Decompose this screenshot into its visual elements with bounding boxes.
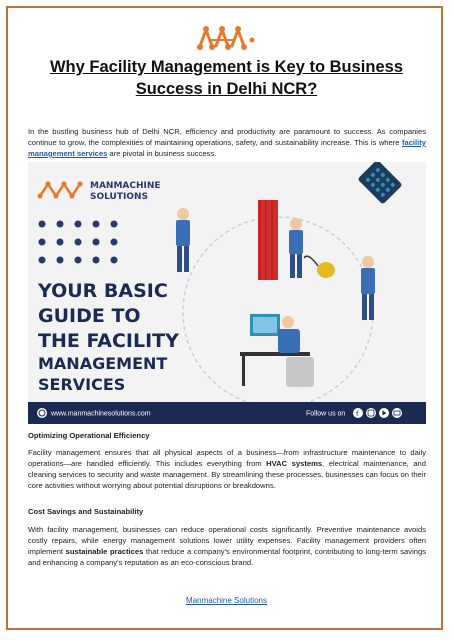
banner-website: www.manmachinesolutions.com (51, 410, 151, 418)
svg-text:f: f (356, 410, 359, 418)
page-title: Why Facility Management is Key to Business Success in Delhi NCR? (49, 58, 403, 98)
email-icon (392, 408, 402, 418)
banner-follow-label: Follow us on (306, 410, 346, 418)
instagram-icon (366, 408, 376, 418)
intro-paragraph (28, 126, 426, 159)
headline-line3: THE FACILITY (38, 330, 179, 352)
intro-text-end: are pivotal in business success. (107, 149, 217, 158)
headline-line4: MANAGEMENT (38, 354, 168, 373)
para-bold-term: HVAC systems (266, 459, 323, 468)
youtube-icon (379, 408, 389, 418)
guide-banner-image (28, 162, 426, 424)
company-logo (196, 22, 258, 52)
facility-management-link[interactable]: facility management services (28, 138, 426, 158)
headline-line5: SERVICES (38, 375, 126, 394)
para-text: Facility management ensures that all physical aspects of a business—from infrastructure maintenance to daily operations—are handled efficiently. This includes everything from (28, 448, 426, 468)
para-text: that reduce a company's environmental footprint, contributing to long-term savings and enhancing a company's reputation as an eco-conscious brand. (28, 547, 426, 567)
headline-line1: YOUR BASIC (38, 280, 168, 302)
para-text: , electrical maintenance, and cleaning services to security and waste management. By streamlining these processes, businesses can focus on their core activities without worrying about potential disruptions or breakdowns. (28, 459, 426, 490)
section-heading-cost: Cost Savings and Sustainability (28, 507, 144, 516)
web-icon (37, 408, 47, 418)
intro-text-start: In the bustling business hub of Delhi NCR, efficiency and productivity are paramount to success. As companies continue to grow, the complexities of maintaining operations, safety, and sustainability increase. This is where (28, 127, 426, 147)
facebook-icon (353, 408, 363, 418)
headline-line2: GUIDE TO (38, 305, 141, 327)
para-text: With facility management, businesses can reduce operational costs significantly. Preventive maintenance avoids costly repairs, while energy management solutions lower utility expenses. Facility management providers often implement (28, 525, 426, 556)
footer-company-link[interactable]: Manmachine Solutions (186, 596, 267, 605)
section-paragraph-cost (28, 524, 426, 568)
section-paragraph-efficiency (28, 447, 426, 491)
section-heading-efficiency: Optimizing Operational Efficiency (28, 431, 150, 440)
para-bold-term: sustainable practices (65, 547, 144, 556)
banner-brand-line1: MANMACHINE (90, 181, 161, 191)
banner-brand-line2: SOLUTIONS (90, 192, 149, 202)
curtain-icon (258, 200, 278, 280)
